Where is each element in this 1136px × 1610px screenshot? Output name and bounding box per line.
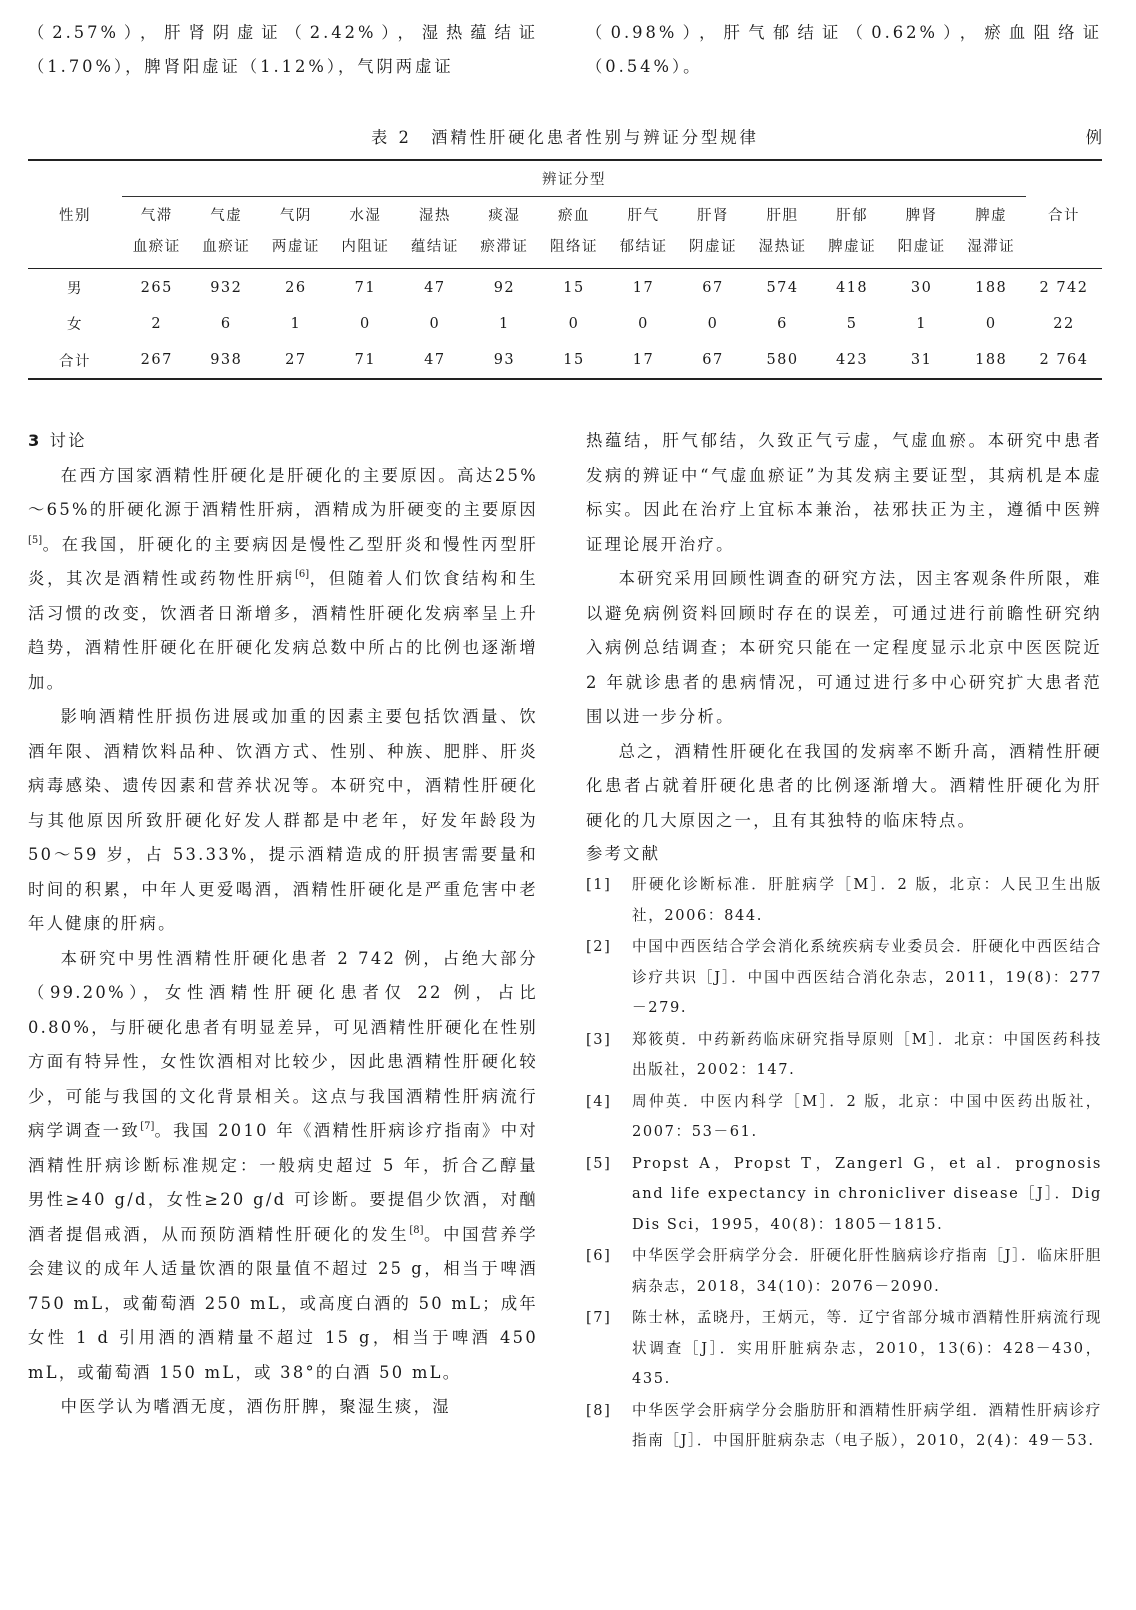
- table-header-type: 脾肾 阳虚证: [887, 196, 957, 268]
- reference-text: Propst A，Propst T，Zangerl G，et al．prognosis and life expectancy in chronicliver disease［J］．Dig Dis Sci，1995，40(8)：1805－1815.: [632, 1154, 1102, 1233]
- table-cell: 15: [539, 342, 609, 379]
- citation[interactable]: [7]: [140, 1121, 155, 1132]
- reference-number: [1]: [586, 876, 612, 893]
- right-column: [586, 424, 1102, 1458]
- table-cell: 418: [835, 279, 869, 296]
- table-cell: 26: [285, 279, 307, 296]
- table-cell: 15: [563, 279, 585, 296]
- reference-number: [7]: [586, 1309, 612, 1326]
- citation[interactable]: [8]: [409, 1224, 424, 1236]
- table-cell: 67: [678, 342, 748, 379]
- table-cell: 574: [766, 279, 799, 296]
- row-total: 2 764: [1026, 342, 1102, 379]
- reference-item: [586, 1149, 1102, 1241]
- references-heading: 参考文献: [586, 844, 661, 863]
- table-header-type: 湿热 蕴结证: [400, 196, 470, 268]
- table-header-gender: 性别: [28, 160, 122, 268]
- table-cell: 2: [151, 315, 163, 332]
- paragraph-2: 影响酒精性肝损伤进展或加重的因素主要包括饮酒量、饮酒年限、酒精饮料品种、饮酒方式、性别、种族、肥胖、肝炎病毒感染、遗传因素和营养状况等。本研究中，酒精性肝硬化与其他原因所致肝硬化好发人群都是中老年，好发年龄段为 50～59 岁，占 53.33%，提示酒精造成的肝损害需要量和时间的积累，中年人更爱喝酒，酒精性肝硬化是严重危害中老年人健康的肝病。: [28, 707, 538, 933]
- reference-number: [5]: [586, 1154, 612, 1172]
- reference-text: 肝硬化诊断标准．肝脏病学［M］．2 版，北京：人民卫生出版社，2006：844.: [632, 876, 1102, 924]
- table-cell: 17: [609, 342, 679, 379]
- table-row: [28, 342, 1102, 379]
- table-cell: 1: [499, 315, 510, 332]
- table-row: [28, 268, 1102, 305]
- table-cell: 31: [887, 342, 957, 379]
- table-header-type: 水湿 内阻证: [331, 196, 401, 268]
- section-number: 3: [28, 431, 42, 450]
- table-cell: 67: [702, 279, 724, 296]
- table-header-type: 痰湿 瘀滞证: [470, 196, 540, 268]
- table-cell: 71: [331, 342, 401, 379]
- reference-item: [586, 1025, 1102, 1086]
- table-cell: 93: [470, 342, 540, 379]
- table-header-type: 肝郁 脾虚证: [817, 196, 887, 268]
- table-cell: 47: [400, 342, 470, 379]
- reference-text: 中华医学会肝病学分会．肝硬化肝性脑病诊疗指南［J］．临床肝胆病杂志，2018，34(10)：2076－2090.: [632, 1247, 1102, 1295]
- reference-text: 周仲英．中医内科学［M］．2 版，北京：中国中医药出版社，2007：53－61.: [632, 1092, 1102, 1140]
- reference-item: [586, 1303, 1102, 1395]
- row-label: 女: [67, 317, 83, 333]
- row-total: 22: [1053, 315, 1075, 332]
- table-cell: 580: [748, 342, 818, 379]
- table-cell: 0: [707, 315, 719, 332]
- syndrome-table: [28, 159, 1102, 380]
- reference-text: 中国中西医结合学会消化系统疾病专业委员会．肝硬化中西医结合诊疗共识［J］．中国中西医结合消化杂志，2011，19(8)：277－279.: [632, 938, 1102, 1016]
- table-header-type: 肝胆 湿热证: [748, 196, 818, 268]
- table-header-type: 肝气 郁结证: [609, 196, 679, 268]
- table-cell: 938: [192, 342, 262, 379]
- table-cell: 932: [210, 279, 243, 296]
- table-cell: 30: [910, 279, 933, 296]
- section-heading: [28, 424, 538, 459]
- table-cell: 188: [975, 279, 1008, 296]
- paragraph-5: 本研究采用回顾性调查的研究方法，因主客观条件所限，难以避免病例资料回顾时存在的误差，可通过进行前瞻性研究纳入病例总结调查；本研究只能在一定程度显示北京中医医院近 2 年就诊患者的患病情况，可通过进行多中心研究扩大患者范围以进一步分析。: [586, 569, 1102, 726]
- table-cell: 267: [122, 342, 192, 379]
- table-cell: 188: [956, 342, 1026, 379]
- table-header-type: 肝肾 阴虚证: [678, 196, 748, 268]
- left-column: [28, 424, 538, 1425]
- reference-item: [586, 870, 1102, 931]
- table-cell: 1: [290, 315, 302, 332]
- table-header-type: 脾虚 湿滞证: [956, 196, 1026, 268]
- paragraph-6: 总之，酒精性肝硬化在我国的发病率不断升高，酒精性肝硬化患者占就着肝硬化患者的比例逐渐增大。酒精性肝硬化为肝硬化的几大原因之一，且有其独特的临床特点。: [586, 741, 1102, 830]
- row-label: 男: [67, 281, 83, 298]
- section-title: 讨论: [49, 431, 87, 450]
- continuation-text-left: （2.57%），肝肾阴虚证（2.42%），湿热蕴结证（1.70%），脾肾阳虚证（1.12%），气阴两虚证: [28, 23, 538, 76]
- table-header-type: 气滞 血瘀证: [122, 196, 192, 268]
- continuation-text-right: （0.98%），肝气郁结证（0.62%），瘀血阻络证（0.54%）。: [586, 23, 1102, 76]
- reference-item: [586, 1241, 1102, 1302]
- table-header-type: 气虚 血瘀证: [192, 196, 262, 268]
- reference-text: 中华医学会肝病学分会脂肪肝和酒精性肝病学组．酒精性肝病诊疗指南［J］．中国肝脏病杂志（电子版），2010，2(4)：49－53.: [632, 1401, 1102, 1449]
- reference-number: [6]: [586, 1247, 612, 1264]
- table-cell: 0: [429, 315, 441, 332]
- table-title: 表 2 酒精性肝硬化患者性别与辨证分型规律: [371, 128, 759, 147]
- table-unit: 例: [1085, 128, 1102, 147]
- table-header-group: 辨证分型: [122, 160, 1026, 196]
- reference-number: [2]: [586, 938, 612, 955]
- reference-number: [8]: [586, 1401, 612, 1419]
- table-cell: 71: [354, 279, 377, 296]
- table-cell: 27: [261, 342, 331, 379]
- reference-text: 郑筱萸．中药新药临床研究指导原则［M］．北京：中国医药科技出版社，2002：147.: [632, 1030, 1102, 1078]
- citation[interactable]: [6]: [294, 569, 310, 580]
- paragraph-4-start: 中医学认为嗜酒无度，酒伤肝脾，聚湿生痰，湿: [60, 1397, 451, 1416]
- paragraph-3: 本研究中男性酒精性肝硬化患者 2 742 例，占绝大部分（99.20%），女性酒精性肝硬化患者仅 22 例，占比 0.80%，与肝硬化患者有明显差异，可见酒精性肝硬化在性别方面有特异性，女性饮酒相对比较少，因此患酒精性肝硬化较少，可能与我国的文化背景相关。这点与我国酒精性肝病流行病学调查一致[7]。我国 2010 年《酒精性肝病诊疗指南》中对酒精性肝病诊断标准规定：一般病史超过 5 年，折合乙醇量男性≥40 g/d，女性≥20 g/d 可诊断。要提倡少饮酒，对酗酒者提倡戒酒，从而预防酒精性肝硬化的发生[8]。中国营养学会建议的成年人适量饮酒的限量值不超过 25 g，相当于啤酒 750 mL，或葡萄酒 250 mL，或高度白酒的 50 mL；成年女性 1 d 引用酒的酒精量不超过 15 g，相当于啤酒 450 mL，或葡萄酒 150 mL，或 38°的白酒 50 mL。: [28, 948, 539, 1382]
- table-cell: 0: [638, 315, 649, 332]
- row-total: 2 742: [1039, 279, 1089, 296]
- table-cell: 92: [493, 279, 516, 296]
- table-cell: 6: [777, 315, 788, 332]
- table-cell: 0: [985, 315, 997, 332]
- table-cell: 6: [220, 315, 232, 332]
- reference-list: [586, 870, 1102, 1457]
- table-cell: 265: [140, 279, 173, 296]
- table-header-type: 气阴 两虚证: [261, 196, 331, 268]
- paragraph-1: 在西方国家酒精性肝硬化是肝硬化的主要原因。高达25%～65%的肝硬化源于酒精性肝病，酒精成为肝硬变的主要原因[5]。在我国，肝硬化的主要病因是慢性乙型肝炎和慢性丙型肝炎，其次是酒精性或药物性肝病[6]，但随着人们饮食结构和生活习惯的改变，饮酒者日渐增多，酒精性肝硬化发病率呈上升趋势，酒精性肝硬化在肝硬化发病总数中所占的比例也逐渐增加。: [28, 465, 538, 692]
- table-cell: 17: [632, 279, 655, 296]
- reference-text: 陈士林，孟晓丹，王炳元，等．辽宁省部分城市酒精性肝病流行现状调查［J］．实用肝脏病杂志，2010，13(6)：428－430，435.: [632, 1309, 1102, 1387]
- table-cell: 423: [817, 342, 887, 379]
- reference-number: [4]: [586, 1092, 612, 1110]
- reference-number: [3]: [586, 1030, 612, 1048]
- row-label: 合计: [28, 342, 122, 379]
- table-row: [28, 305, 1102, 342]
- paragraph-4-cont: 热蕴结，肝气郁结，久致正气亏虚，气虚血瘀。本研究中患者发病的辨证中“气虚血瘀证”为其发病主要证型，其病机是本虚标实。因此在治疗上宜标本兼治，祛邪扶正为主，遵循中医辨证理论展开治疗。: [586, 431, 1102, 554]
- reference-item: [586, 932, 1102, 1024]
- table-header-total: 合计: [1026, 160, 1102, 268]
- citation[interactable]: [5]: [28, 534, 43, 546]
- reference-item: [586, 1087, 1102, 1148]
- table-cell: 5: [846, 315, 858, 332]
- table-cell: 1: [916, 315, 927, 332]
- table-header-type: 瘀血 阻络证: [539, 196, 609, 268]
- table-cell: 0: [568, 315, 580, 332]
- table-cell: 0: [359, 315, 371, 332]
- reference-item: [586, 1396, 1102, 1457]
- table-cell: 47: [424, 279, 446, 296]
